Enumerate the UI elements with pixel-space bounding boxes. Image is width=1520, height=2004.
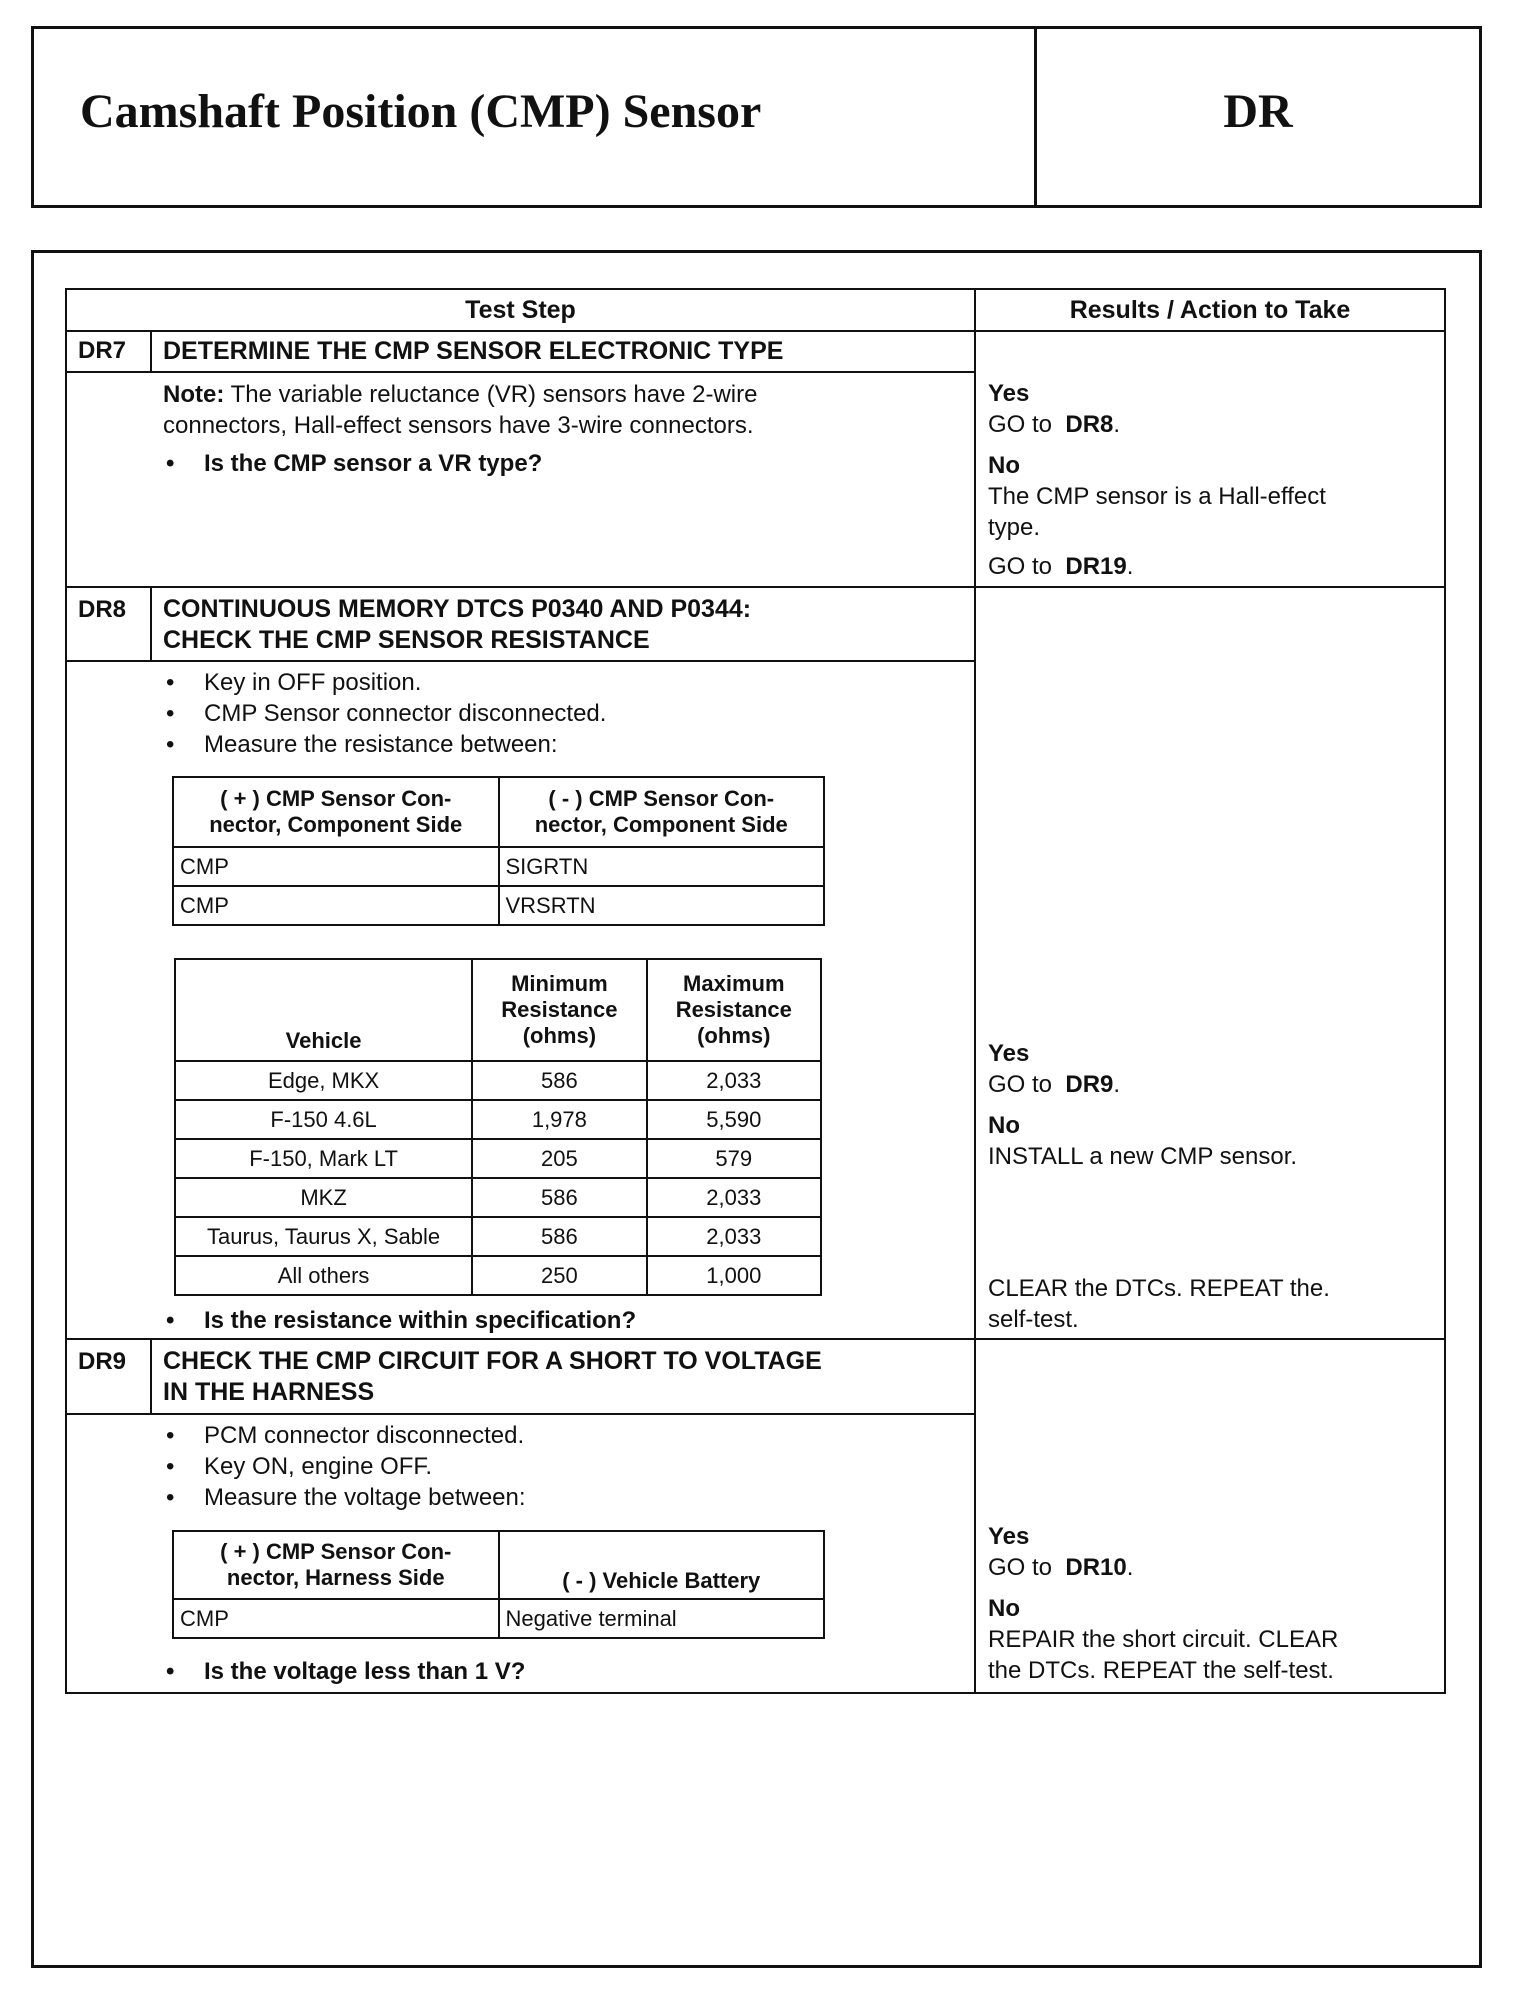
dr9-results xyxy=(988,1521,1338,1686)
table-row: Edge, MKX 586 2,033 xyxy=(175,1061,821,1100)
dr8-resistance-table xyxy=(174,958,822,1296)
dr9-pin-table xyxy=(172,1530,825,1639)
step-title-dr9-1: CHECK THE CMP CIRCUIT FOR A SHORT TO VOLTAGE xyxy=(163,1347,822,1375)
goto-link-dr9[interactable]: DR9 xyxy=(1065,1071,1114,1098)
table-left-border xyxy=(65,288,67,1694)
bullet-icon: • xyxy=(166,450,175,477)
bullet-icon: • xyxy=(166,669,175,696)
table-row: Taurus, Taurus X, Sable 586 2,033 xyxy=(175,1217,821,1256)
step-id-dr7: DR7 xyxy=(78,337,127,364)
dr8-bullet-2: • CMP Sensor connector disconnected. xyxy=(166,700,607,727)
table-row: MKZ 586 2,033 xyxy=(175,1178,821,1217)
bullet-icon: • xyxy=(166,700,175,727)
no-text-2: the DTCs. REPEAT the self-test. xyxy=(988,1657,1334,1684)
bullet-icon: • xyxy=(166,1453,175,1480)
step-id-dr8: DR8 xyxy=(78,596,127,623)
table-row: F-150 4.6L 1,978 5,590 xyxy=(175,1100,821,1139)
goto-link-dr10[interactable]: DR10 xyxy=(1065,1554,1127,1581)
dr7-bottom-border xyxy=(65,586,1446,588)
section-code: DR xyxy=(1223,85,1293,138)
no-text: INSTALL a new CMP sensor. xyxy=(988,1143,1298,1170)
table-row: CMP Negative terminal xyxy=(173,1599,824,1638)
no-label: No xyxy=(988,1112,1020,1139)
goto-link-dr19[interactable]: DR19 xyxy=(1065,553,1127,580)
dr8-clear-note: CLEAR the DTCs. REPEAT the. self-test. xyxy=(988,1275,1330,1333)
dr8-results xyxy=(988,1038,1297,1172)
table-row: CMP VRSRTN xyxy=(173,886,824,925)
col-header-results: Results / Action to Take xyxy=(1069,296,1351,324)
res-col-min: Minimum Resistance (ohms) xyxy=(472,959,646,1061)
yes-action: GO to DR8. xyxy=(988,411,1121,438)
table-row: All others 250 1,000 xyxy=(175,1256,821,1295)
dr7-title-border xyxy=(65,371,976,373)
bullet-icon: • xyxy=(166,1484,175,1511)
yes-label: Yes xyxy=(988,380,1030,407)
pin-col-positive: ( + ) CMP Sensor Con- nector, Harness Side xyxy=(173,1531,499,1599)
step-title-dr7: DETERMINE THE CMP SENSOR ELECTRONIC TYPE xyxy=(163,337,784,365)
dr7-id-divider xyxy=(150,330,152,373)
res-col-vehicle: Vehicle xyxy=(175,959,472,1061)
dr8-bullet-3: • Measure the resistance between: xyxy=(166,731,558,758)
bullet-icon: • xyxy=(166,731,175,758)
dr7-question xyxy=(166,448,543,479)
pin-col-positive: ( + ) CMP Sensor Con- nector, Component Side xyxy=(173,777,499,847)
column-divider xyxy=(974,288,976,1694)
dr9-title-border xyxy=(65,1413,976,1415)
dr8-pin-table xyxy=(172,776,825,926)
goto-link-dr8[interactable]: DR8 xyxy=(1065,411,1114,438)
dr9-bullet-3: • Measure the voltage between: xyxy=(166,1484,526,1511)
step-id-dr9: DR9 xyxy=(78,1348,127,1375)
no-text-1: The CMP sensor is a Hall-effect xyxy=(988,483,1326,510)
no-text-2: type. xyxy=(988,514,1041,541)
dr8-title-border xyxy=(65,660,976,662)
no-text-1: REPAIR the short circuit. CLEAR xyxy=(988,1626,1339,1653)
step-title-dr8-2: CHECK THE CMP SENSOR RESISTANCE xyxy=(163,626,650,654)
no-label: No xyxy=(988,452,1020,479)
dr8-bullet-1: • Key in OFF position. xyxy=(166,669,422,696)
dr7-results xyxy=(988,378,1326,582)
yes-label: Yes xyxy=(988,1040,1030,1067)
no-action: GO to DR19. xyxy=(988,553,1134,580)
note-text-2: connectors, Hall-effect sensors have 3-wire connectors. xyxy=(163,412,754,439)
question-text: Is the CMP sensor a VR type? xyxy=(204,450,543,477)
dr9-bullet-1: • PCM connector disconnected. xyxy=(166,1422,525,1449)
note-text-1: The variable reluctance (VR) sensors have 2-wire xyxy=(224,381,758,408)
pin-col-negative: ( - ) CMP Sensor Con- nector, Component Side xyxy=(499,777,825,847)
dr8-bottom-border xyxy=(65,1338,1446,1340)
bullet-icon: • xyxy=(166,1422,175,1449)
table-row: CMP SIGRTN xyxy=(173,847,824,886)
step-title-dr9-2: IN THE HARNESS xyxy=(163,1378,375,1406)
table-row: F-150, Mark LT 205 579 xyxy=(175,1139,821,1178)
page-title: Camshaft Position (CMP) Sensor xyxy=(80,85,762,138)
table-top-border xyxy=(65,288,1446,290)
table-right-border xyxy=(1444,288,1446,1694)
pin-col-negative: ( - ) Vehicle Battery xyxy=(499,1531,825,1599)
res-col-max: Maximum Resistance (ohms) xyxy=(647,959,821,1061)
dr7-note xyxy=(163,379,757,410)
dr9-question: • Is the voltage less than 1 V? xyxy=(166,1658,526,1685)
yes-action: GO to DR9. xyxy=(988,1071,1121,1098)
dr8-question: • Is the resistance within specification? xyxy=(166,1307,637,1334)
bullet-icon: • xyxy=(166,1658,175,1685)
no-label: No xyxy=(988,1595,1020,1622)
dr8-id-divider xyxy=(150,586,152,662)
col-header-test-step: Test Step xyxy=(465,296,576,324)
dr9-id-divider xyxy=(150,1338,152,1415)
bullet-icon: • xyxy=(166,1307,175,1334)
table-bottom-border xyxy=(65,1692,1446,1694)
yes-label: Yes xyxy=(988,1523,1030,1550)
yes-action: GO to DR10. xyxy=(988,1554,1134,1581)
note-label: Note: xyxy=(163,381,225,408)
step-title-dr8-1: CONTINUOUS MEMORY DTCS P0340 AND P0344: xyxy=(163,595,752,623)
header-row-border xyxy=(65,330,1446,332)
dr9-bullet-2: • Key ON, engine OFF. xyxy=(166,1453,433,1480)
